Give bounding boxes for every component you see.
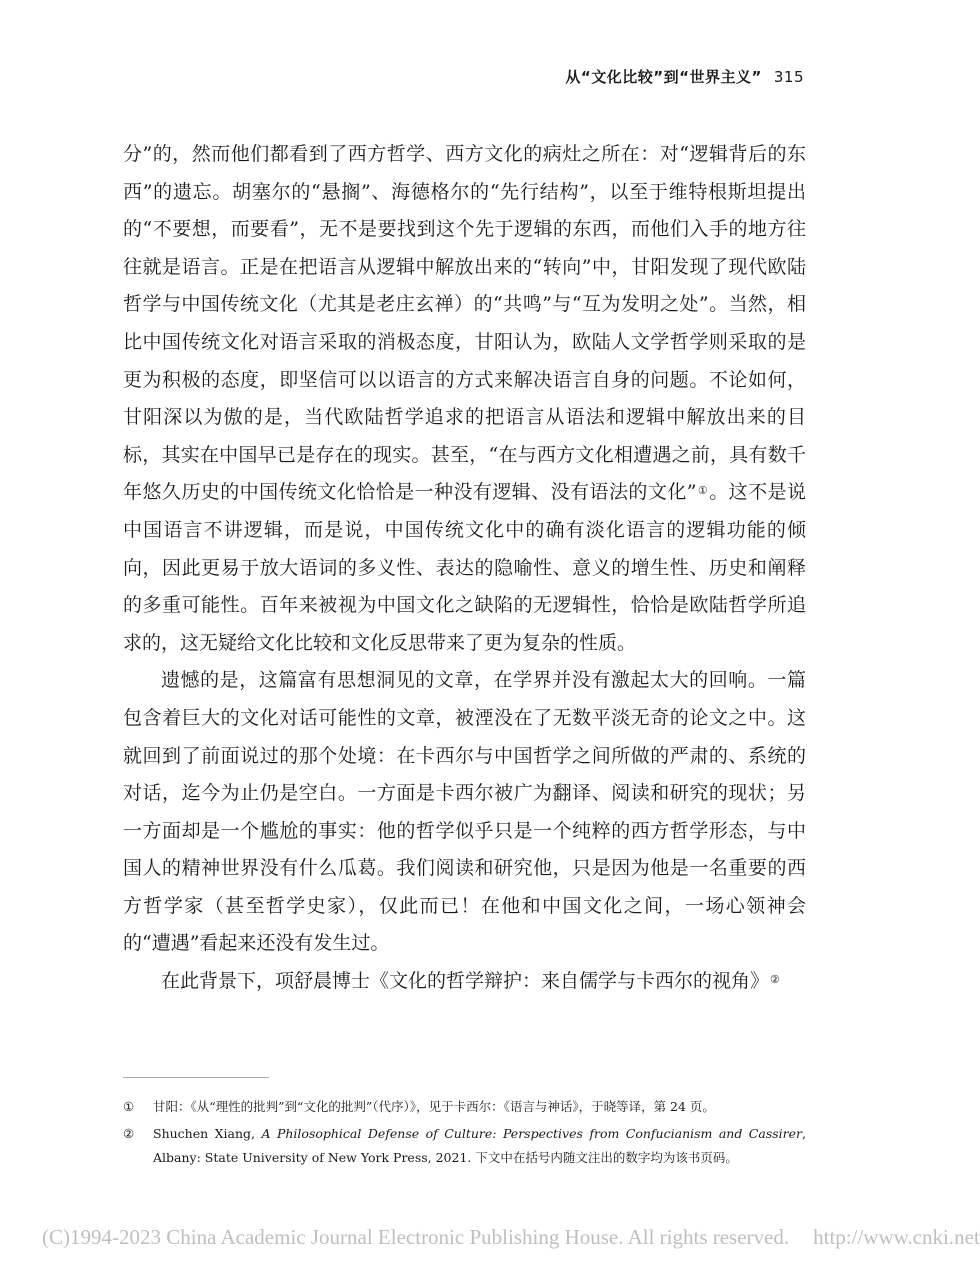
paragraph-3 [123, 963, 806, 1001]
copyright-watermark [42, 1225, 980, 1250]
footnote-ref-2[interactable]: ② [770, 973, 780, 987]
paragraph-2: 遗憾的是，这篇富有思想洞见的文章，在学界并没有激起太大的回响。一篇包含着巨大的文化对话可能性的文章，被湮没在了无数平淡无奇的论文之中。这就回到了前面说过的那个处境：在卡西尔与中国哲学之间所做的严肃的、系统的对话，迄今为止仍是空白。一方面是卡西尔被广为翻译、阅读和研究的现状；另一方面却是一个尴尬的事实：他的哲学似乎只是一个纯粹的西方哲学形态，与中国人的精神世界没有什么瓜葛。我们阅读和研究他，只是因为他是一名重要的西方哲学家（甚至哲学史家），仅此而已！在他和中国文化之间，一场心领神会的“遭遇”看起来还没有发生过。 [123, 669, 806, 955]
main-text [123, 136, 806, 1001]
footnote-number: ① [123, 1099, 135, 1114]
footnote-publication: , Albany: State University of New York Press, 2021. 下文中在括号内随文注出的数字均为该书页码。 [153, 1126, 806, 1165]
footnote-1 [123, 1095, 806, 1119]
paragraph-1-text-a: 分”的，然而他们都看到了西方哲学、西方文化的病灶之所在：对“逻辑背后的东西”的遗忘。胡塞尔的“悬搁”、海德格尔的“先行结构”，以至于维特根斯坦提出的“不要想，而要看”，无不是要找到这个先于逻辑的东西，而他们入手的地方往往就是语言。正是在把语言从逻辑中解放出来的“转向”中，甘阳发现了现代欧陆哲学与中国传统文化（尤其是老庄玄禅）的“共鸣”与“互为发明之处”。当然，相比中国传统文化对语言采取的消极态度，甘阳认为，欧陆人文学哲学则采取的是更为积极的态度，即坚信可以以语言的方式来解决语言自身的问题。不论如何，甘阳深以为傲的是，当代欧陆哲学追求的把语言从语法和逻辑中解放出来的目标，其实在中国早已是存在的现实。甚至，“在与西方文化相遭遇之前，具有数千年悠久历史的中国传统文化恰恰是一种没有逻辑、没有语法的文化” [123, 143, 806, 504]
footnote-divider [123, 1077, 269, 1078]
paragraph-1-text-b: 。这不是说中国语言不讲逻辑，而是说，中国传统文化中的确有淡化语言的逻辑功能的倾向，因此更易于放大语词的多义性、表达的隐喻性、意义的增生性、历史和阐释的多重可能性。百年来被视为中国文化之缺陷的无逻辑性，恰恰是欧陆哲学所追求的，这无疑给文化比较和文化反思带来了更为复杂的性质。 [123, 481, 806, 654]
footnote-text [153, 1122, 806, 1170]
page-number: 315 [773, 68, 804, 86]
footnote-ref-1[interactable]: ① [697, 484, 709, 498]
footnote-text: 甘阳：《从“理性的批判”到“文化的批判”（代序）》，见于卡西尔：《语言与神话》，于晓等译，第 24 页。 [153, 1099, 715, 1114]
footnote-2 [123, 1122, 806, 1170]
footnotes [123, 1095, 806, 1173]
copyright-text: (C)1994-2023 China Academic Journal Electronic Publishing House. All rights reserved. [42, 1225, 790, 1249]
paragraph-1 [123, 136, 806, 662]
footnote-book-title: A Philosophical Defense of Culture: Perspectives from Confucianism and Cassirer [261, 1126, 802, 1141]
running-title: 从“文化比较”到“世界主义” [565, 68, 762, 86]
cnki-link[interactable]: http://www.cnki.net [813, 1225, 980, 1249]
running-header [565, 66, 804, 87]
footnote-author: Shuchen Xiang, [153, 1126, 262, 1141]
paragraph-3-text: 在此背景下，项舒晨博士《文化的哲学辩护：来自儒学与卡西尔的视角》 [161, 970, 770, 993]
footnote-number: ② [123, 1126, 135, 1141]
